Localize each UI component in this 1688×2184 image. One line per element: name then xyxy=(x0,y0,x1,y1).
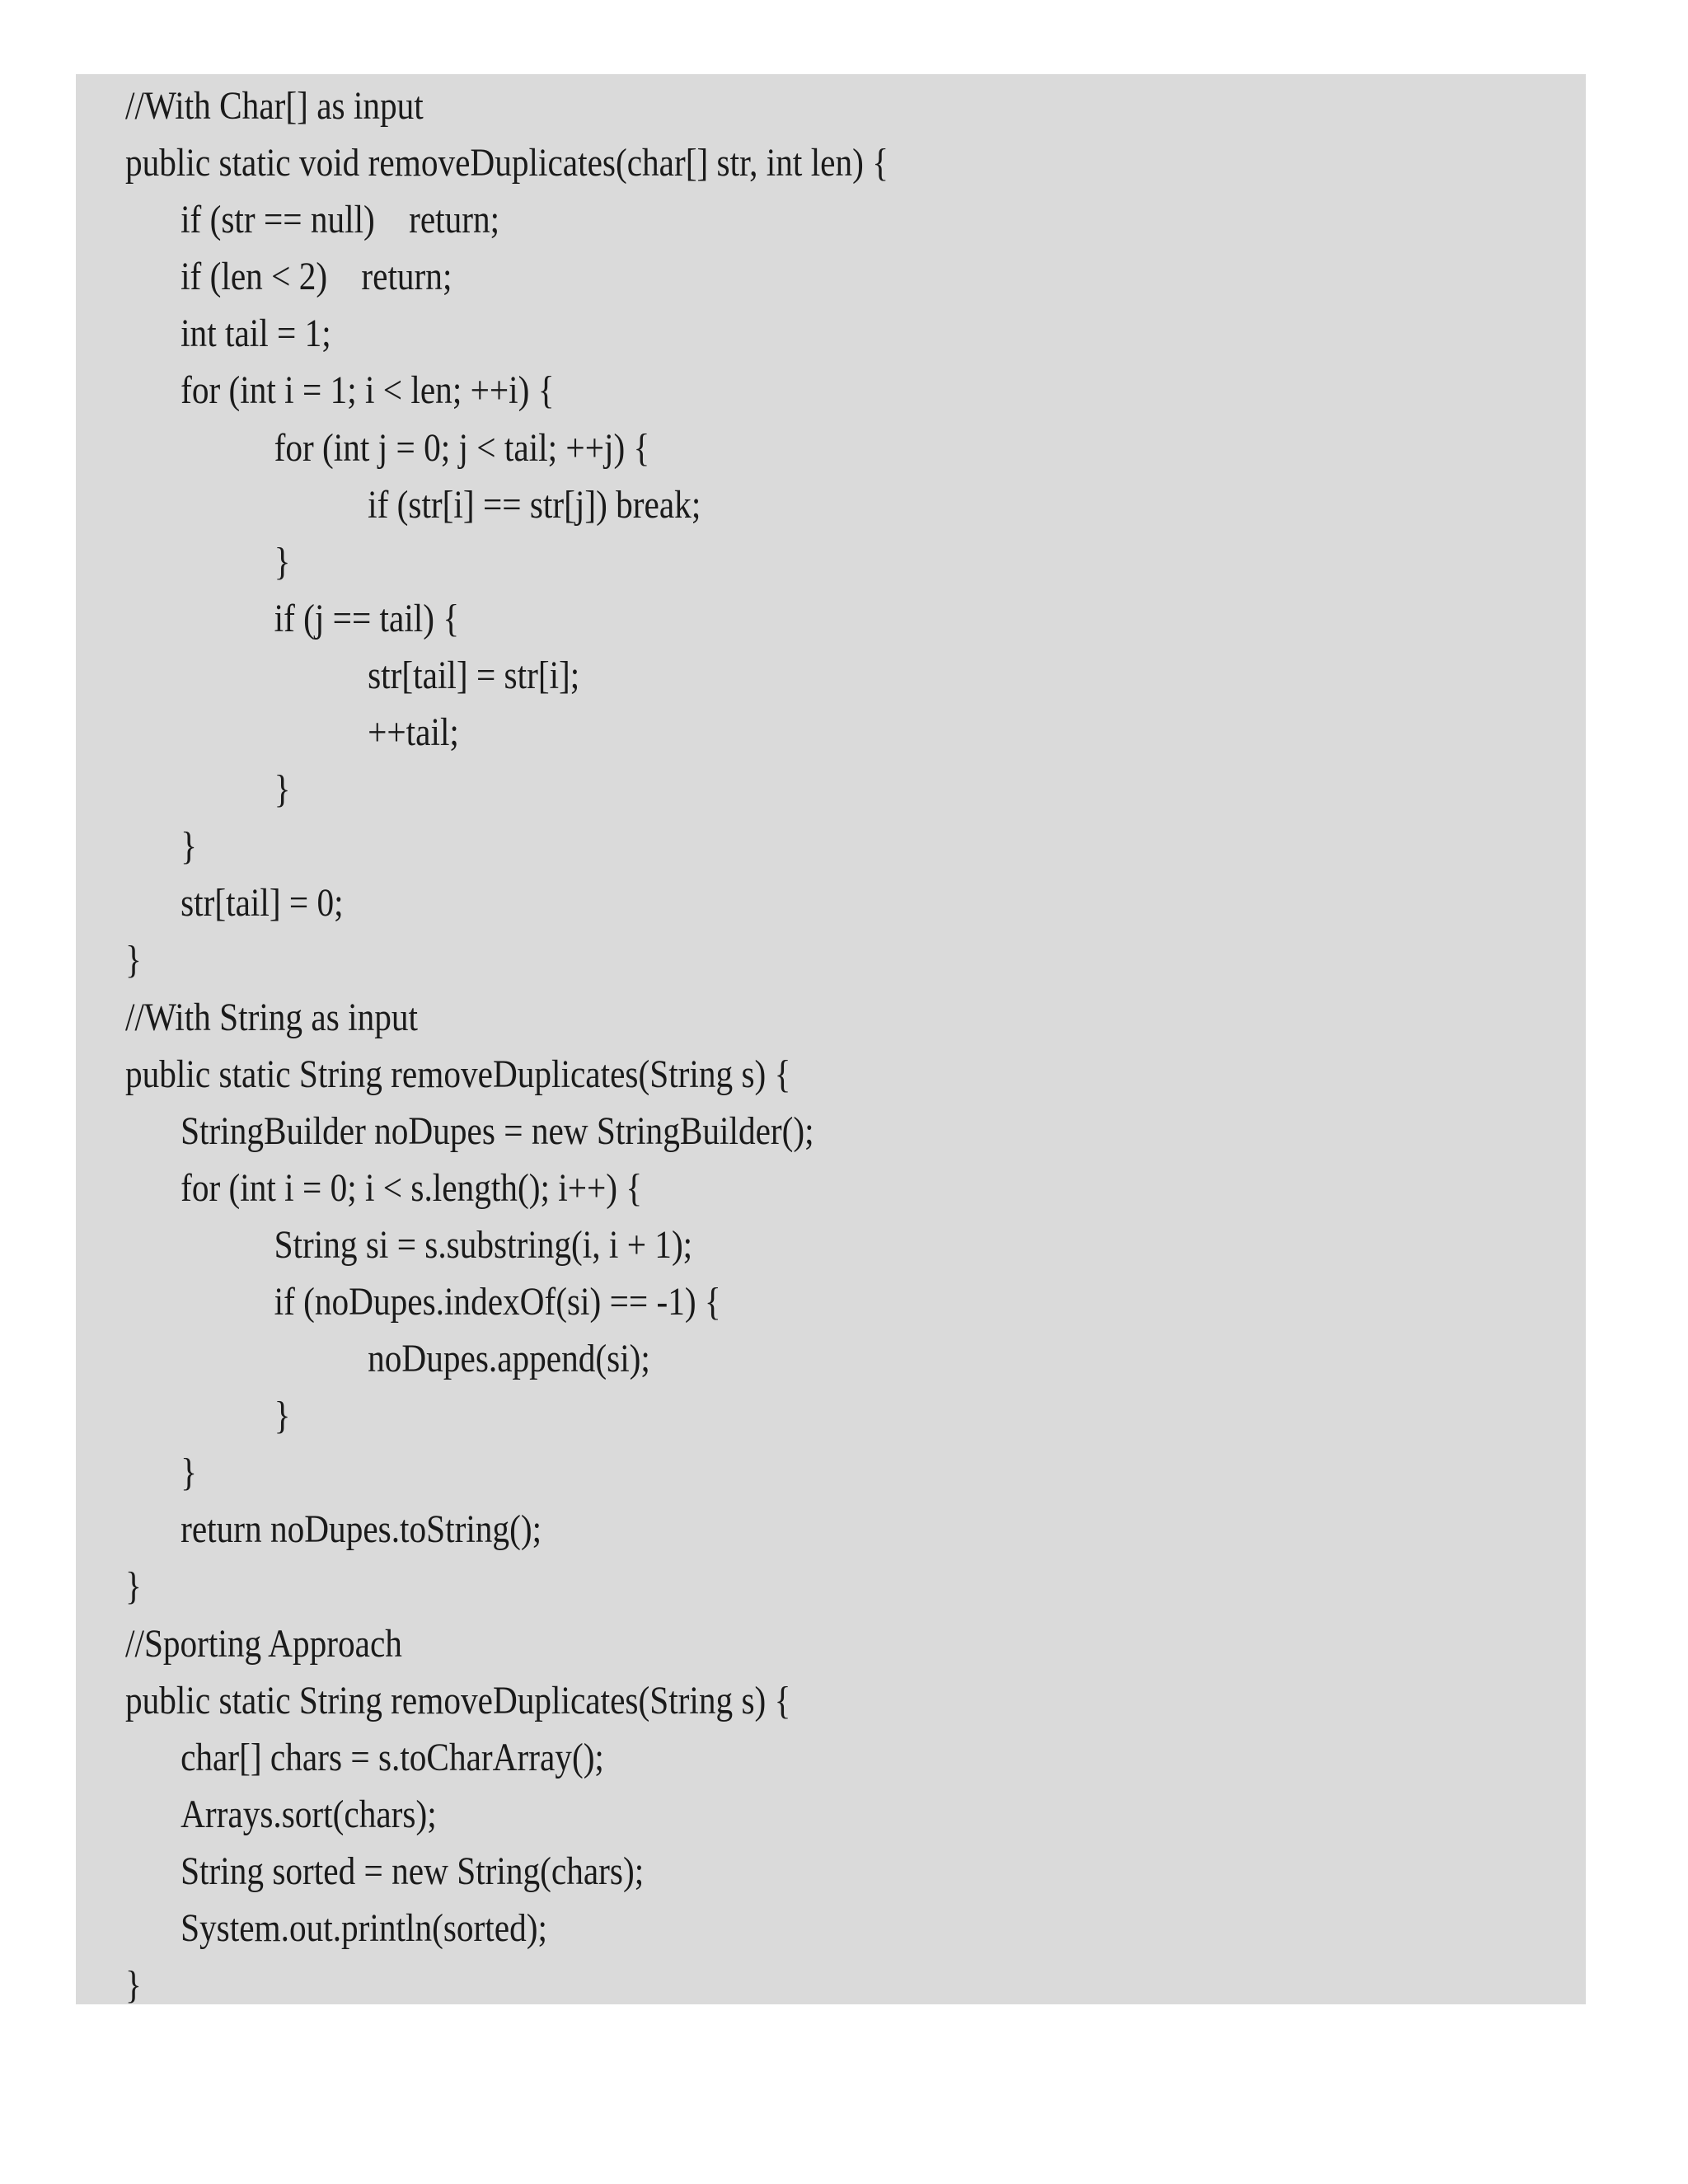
code-line: for (int j = 0; j < tail; ++j) { xyxy=(274,425,650,470)
code-line: } xyxy=(274,767,291,812)
code-line: str[tail] = str[i]; xyxy=(368,653,580,697)
code-lines xyxy=(125,77,1013,2013)
code-line: int tail = 1; xyxy=(181,312,331,356)
code-line: str[tail] = 0; xyxy=(181,881,344,926)
code-line: } xyxy=(274,539,291,583)
code-line: } xyxy=(181,824,197,869)
code-line: return noDupes.toString(); xyxy=(181,1507,542,1552)
code-line: if (j == tail) { xyxy=(274,596,460,640)
code-line: } xyxy=(125,938,142,982)
code-line: if (len < 2) return; xyxy=(181,255,452,299)
code-line: noDupes.append(si); xyxy=(368,1337,650,1381)
code-line: char[] chars = s.toCharArray(); xyxy=(181,1735,604,1779)
code-line: } xyxy=(125,1564,142,1609)
code-line: for (int i = 1; i < len; ++i) { xyxy=(181,368,555,413)
code-line: //Sporting Approach xyxy=(125,1621,402,1666)
code-line: } xyxy=(274,1394,291,1438)
code-line: String sorted = new String(chars); xyxy=(181,1849,645,1893)
code-listing-panel xyxy=(76,74,1586,2008)
code-line: if (str[i] == str[j]) break; xyxy=(368,482,701,527)
code-line: ++tail; xyxy=(368,710,459,755)
code-line: System.out.println(sorted); xyxy=(181,1906,547,1950)
code-line: } xyxy=(181,1451,197,1495)
code-line: if (noDupes.indexOf(si) == -1) { xyxy=(274,1279,721,1324)
code-line: //With String as input xyxy=(125,995,418,1039)
code-line: } xyxy=(125,1963,142,2008)
code-line: for (int i = 0; i < s.length(); i++) { xyxy=(181,1165,643,1210)
code-line: String si = s.substring(i, i + 1); xyxy=(274,1222,693,1267)
code-line: //With Char[] as input xyxy=(125,84,424,128)
code-line: if (str == null) return; xyxy=(181,198,500,242)
code-line: StringBuilder noDupes = new StringBuilder(); xyxy=(181,1108,814,1153)
code-line: public static void removeDuplicates(char[] str, int len) { xyxy=(125,141,889,185)
code-line: public static String removeDuplicates(String s) { xyxy=(125,1678,791,1722)
code-line: public static String removeDuplicates(String s) { xyxy=(125,1052,791,1096)
code-line: Arrays.sort(chars); xyxy=(181,1792,437,1836)
